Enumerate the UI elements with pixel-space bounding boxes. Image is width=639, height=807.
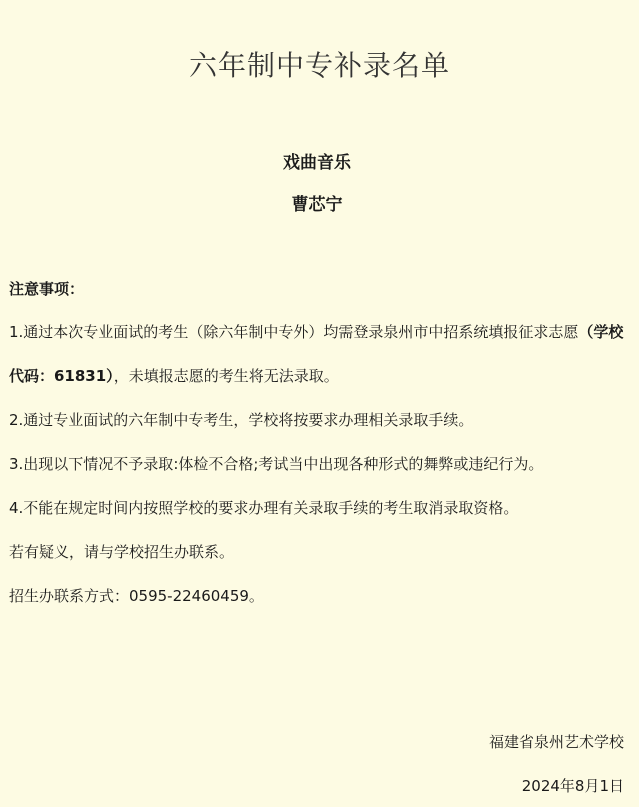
note-item-4: 4.不能在规定时间内按照学校的要求办理有关录取手续的考生取消录取资格。 <box>9 499 519 517</box>
notes-heading: 注意事项： <box>9 280 85 298</box>
page-title: 六年制中专补录名单 <box>188 49 450 82</box>
subject-heading: 戏曲音乐 <box>283 153 351 173</box>
note-item-3: 3.出现以下情况不予录取:体检不合格;考试当中出现各种形式的舞弊或违纪行为。 <box>9 455 544 473</box>
school-code: （学校代码：61831） <box>9 323 624 385</box>
note-item-1-text: 1.通过本次专业面试的考生（除六年制中专外）均需登录泉州市中招系统填报征求志愿 <box>9 323 579 341</box>
inquiry-note: 若有疑义，请与学校招生办联系。 <box>9 543 235 561</box>
note-item-1 <box>9 310 629 398</box>
contact-info: 招生办联系方式：0595-22460459。 <box>9 587 264 605</box>
school-signature: 福建省泉州艺术学校 <box>488 733 624 751</box>
issue-date: 2024年8月1日 <box>521 777 624 795</box>
student-name: 曹芯宁 <box>291 195 343 215</box>
note-item-2: 2.通过专业面试的六年制中专考生，学校将按要求办理相关录取手续。 <box>9 411 474 429</box>
notes-section <box>9 278 629 629</box>
note-item-1-suffix: ，未填报志愿的考生将无法录取。 <box>113 367 339 385</box>
